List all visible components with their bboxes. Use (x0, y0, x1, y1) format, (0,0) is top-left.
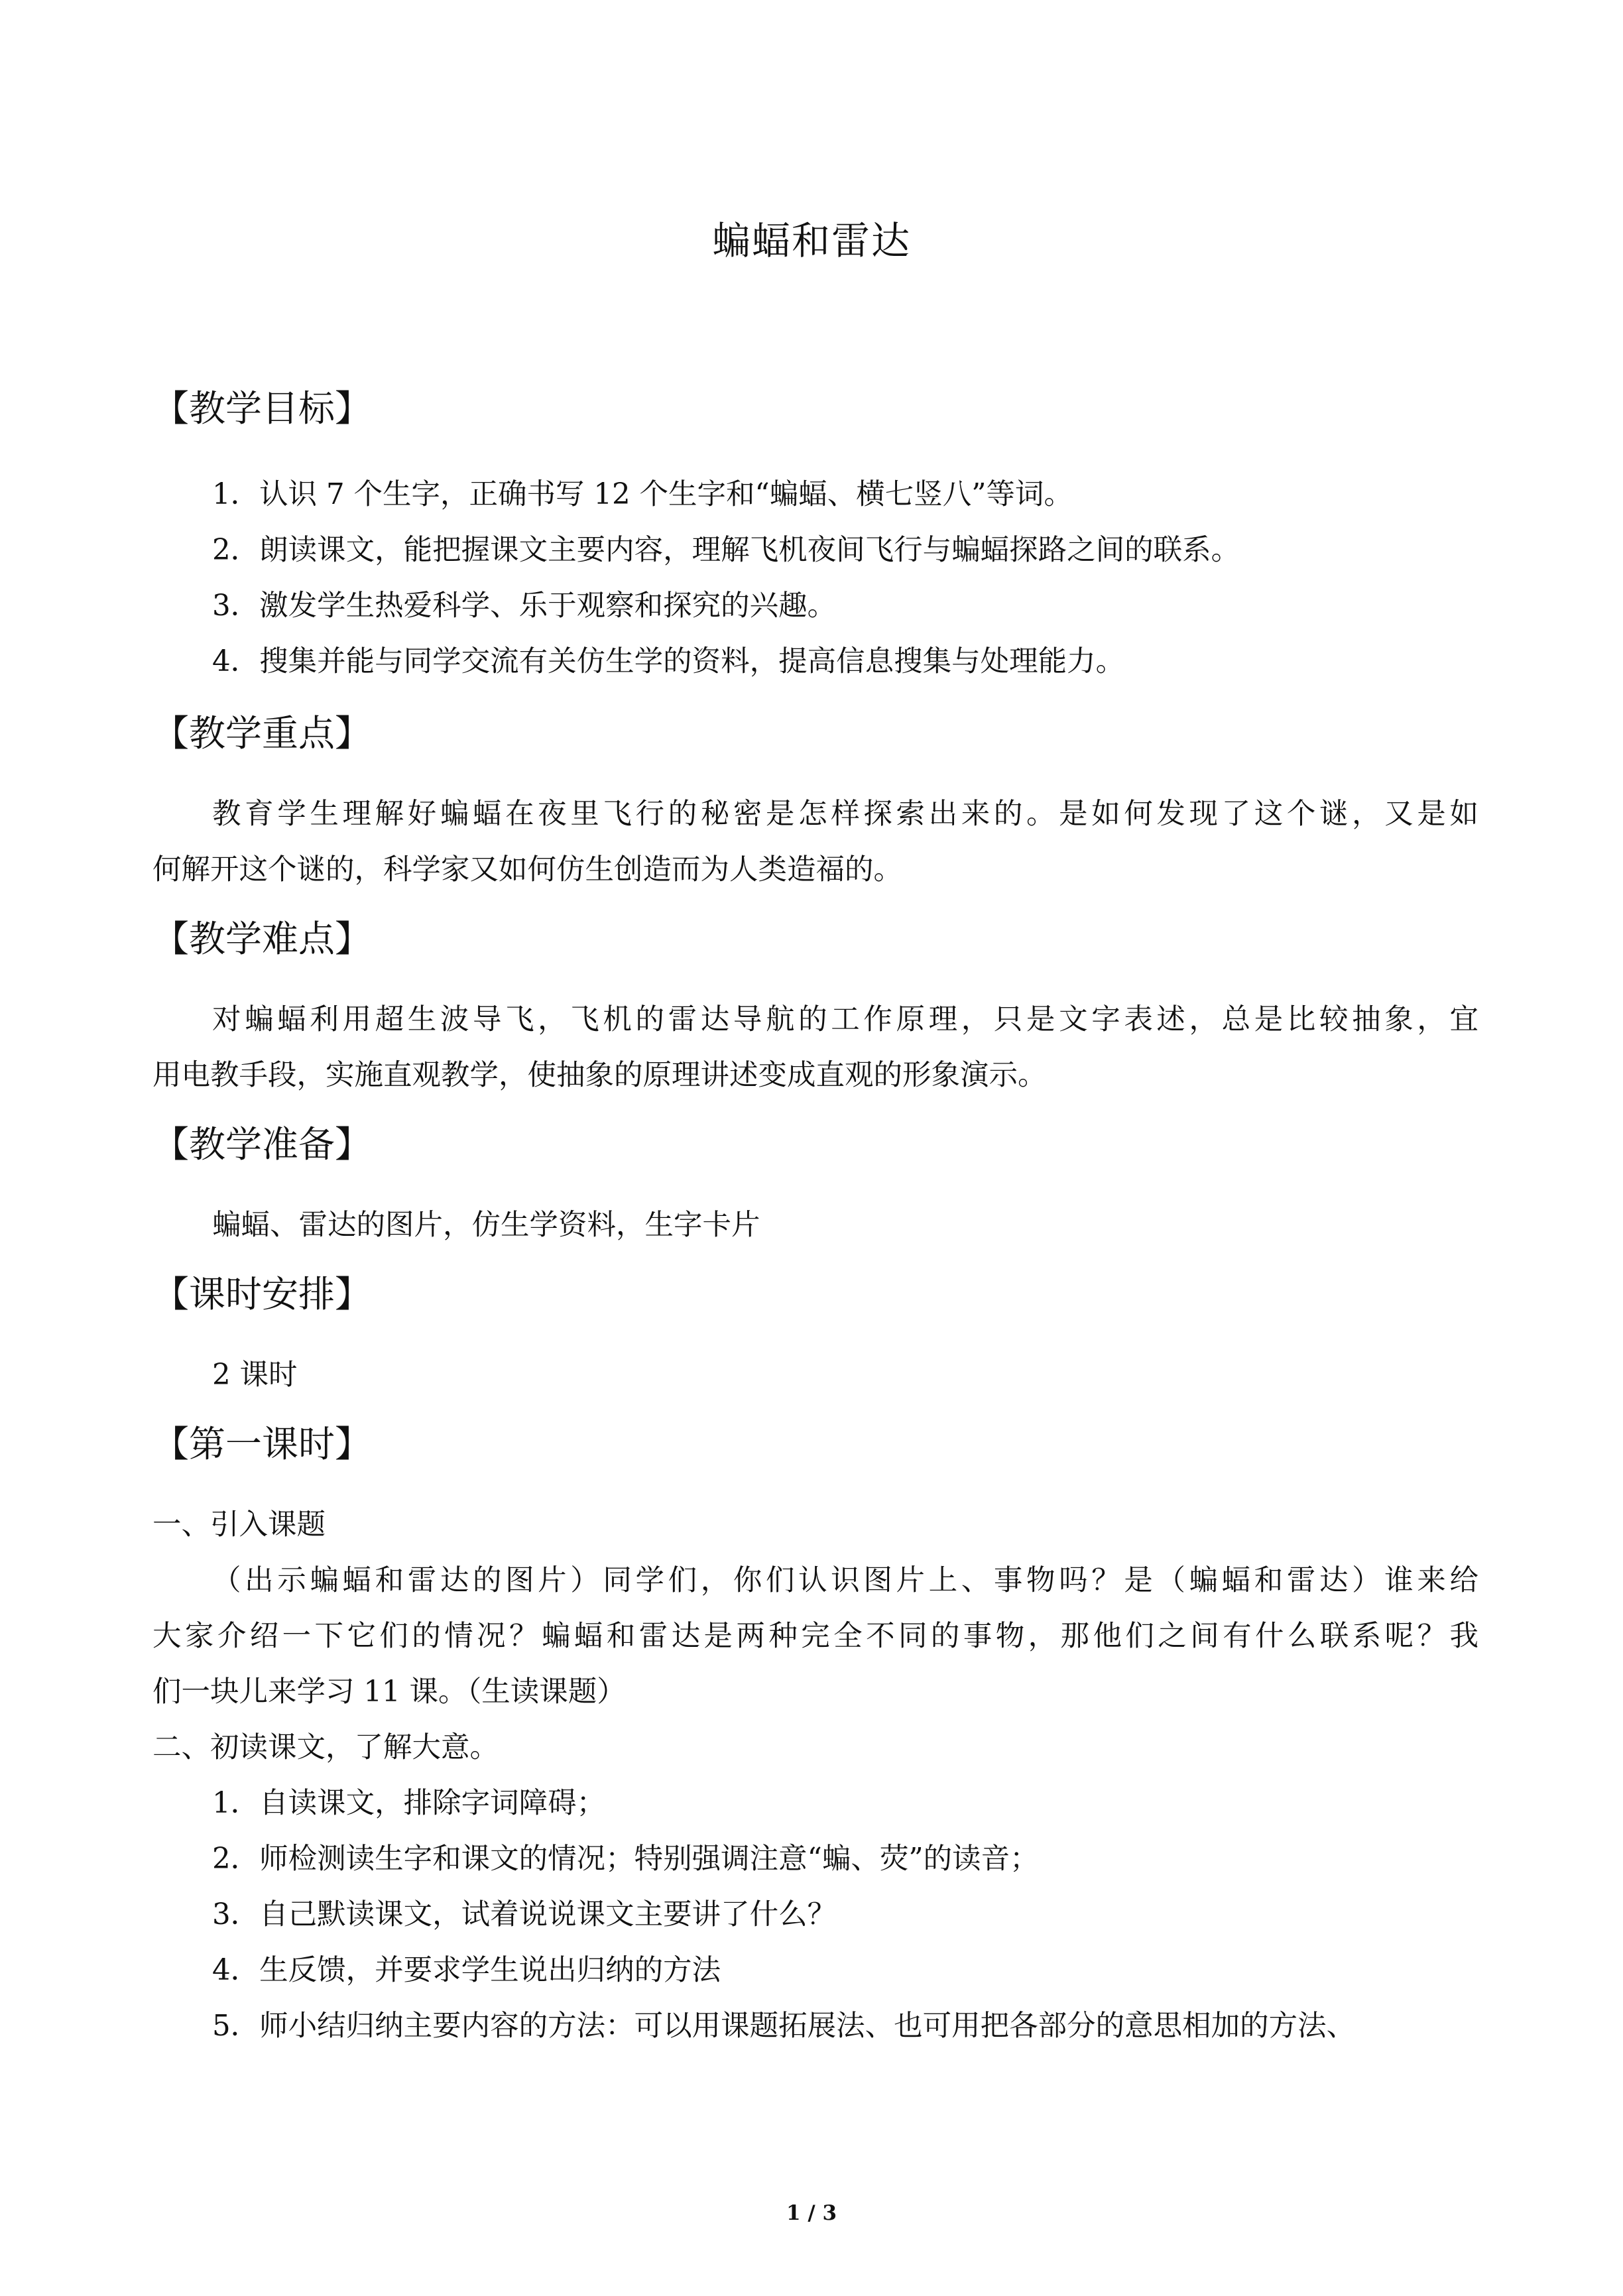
lesson-part-title: 二、初读课文，了解大意。 (152, 1731, 499, 1764)
objective-item: 1．认识 7 个生字，正确书写 12 个生字和“蝙蝠、横七竖八”等词。 (212, 478, 1073, 511)
schedule-text: 2 课时 (212, 1359, 298, 1392)
lesson-step-item: 2．师检测读生字和课文的情况；特别强调注意“蝙、荧”的读音； (212, 1843, 1039, 1876)
objective-item: 4．搜集并能与同学交流有关仿生学的资料，提高信息搜集与处理能力。 (212, 645, 1125, 678)
lesson-step-item: 5．师小结归纳主要内容的方法：可以用课题拓展法、也可用把各部分的意思相加的方法、 (212, 2010, 1356, 2043)
key-points-line: 教育学生理解好蝙蝠在夜里飞行的秘密是怎样探索出来的。是如何发现了这个谜，又是如 (212, 798, 1478, 831)
difficulties-line: 对蝙蝠利用超生波导飞，飞机的雷达导航的工作原理，只是文字表述，总是比较抽象，宜 (212, 1003, 1478, 1036)
lesson-paragraph-line: （出示蝙蝠和雷达的图片）同学们，你们认识图片上、事物吗？是（蝙蝠和雷达）谁来给 (212, 1564, 1478, 1597)
section-heading-objectives: 【教学目标】 (152, 387, 372, 430)
preparation-text: 蝙蝠、雷达的图片，仿生学资料，生字卡片 (212, 1209, 760, 1242)
objective-item: 3．激发学生热爱科学、乐于观察和探究的兴趣。 (212, 589, 837, 623)
lesson-step-item: 4．生反馈，并要求学生说出归纳的方法 (212, 1954, 721, 1987)
lesson-step-item: 3．自己默读课文，试着说说课文主要讲了什么？ (212, 1898, 837, 1931)
section-heading-lesson-one: 【第一课时】 (152, 1423, 372, 1465)
lesson-paragraph-line: 们一块儿来学习 11 课。（生读课题） (152, 1675, 626, 1709)
lesson-step-item: 1．自读课文，排除字词障碍； (212, 1787, 606, 1820)
section-heading-schedule: 【课时安排】 (152, 1273, 372, 1315)
lesson-part-title: 一、引入课题 (152, 1508, 326, 1541)
lesson-paragraph-line: 大家介绍一下它们的情况？蝙蝠和雷达是两种完全不同的事物，那他们之间有什么联系呢？我 (152, 1620, 1478, 1653)
document-title: 蝙蝠和雷达 (711, 218, 911, 263)
section-heading-difficulties: 【教学难点】 (152, 918, 372, 960)
page-number: 1 / 3 (786, 2201, 837, 2225)
section-heading-preparation: 【教学准备】 (152, 1123, 372, 1166)
objective-item: 2．朗读课文，能把握课文主要内容，理解飞机夜间飞行与蝙蝠探路之间的联系。 (212, 534, 1240, 567)
difficulties-line: 用电教手段，实施直观教学，使抽象的原理讲述变成直观的形象演示。 (152, 1059, 1047, 1092)
section-heading-key-points: 【教学重点】 (152, 712, 372, 755)
key-points-line: 何解开这个谜的，科学家又如何仿生创造而为人类造福的。 (152, 853, 902, 886)
